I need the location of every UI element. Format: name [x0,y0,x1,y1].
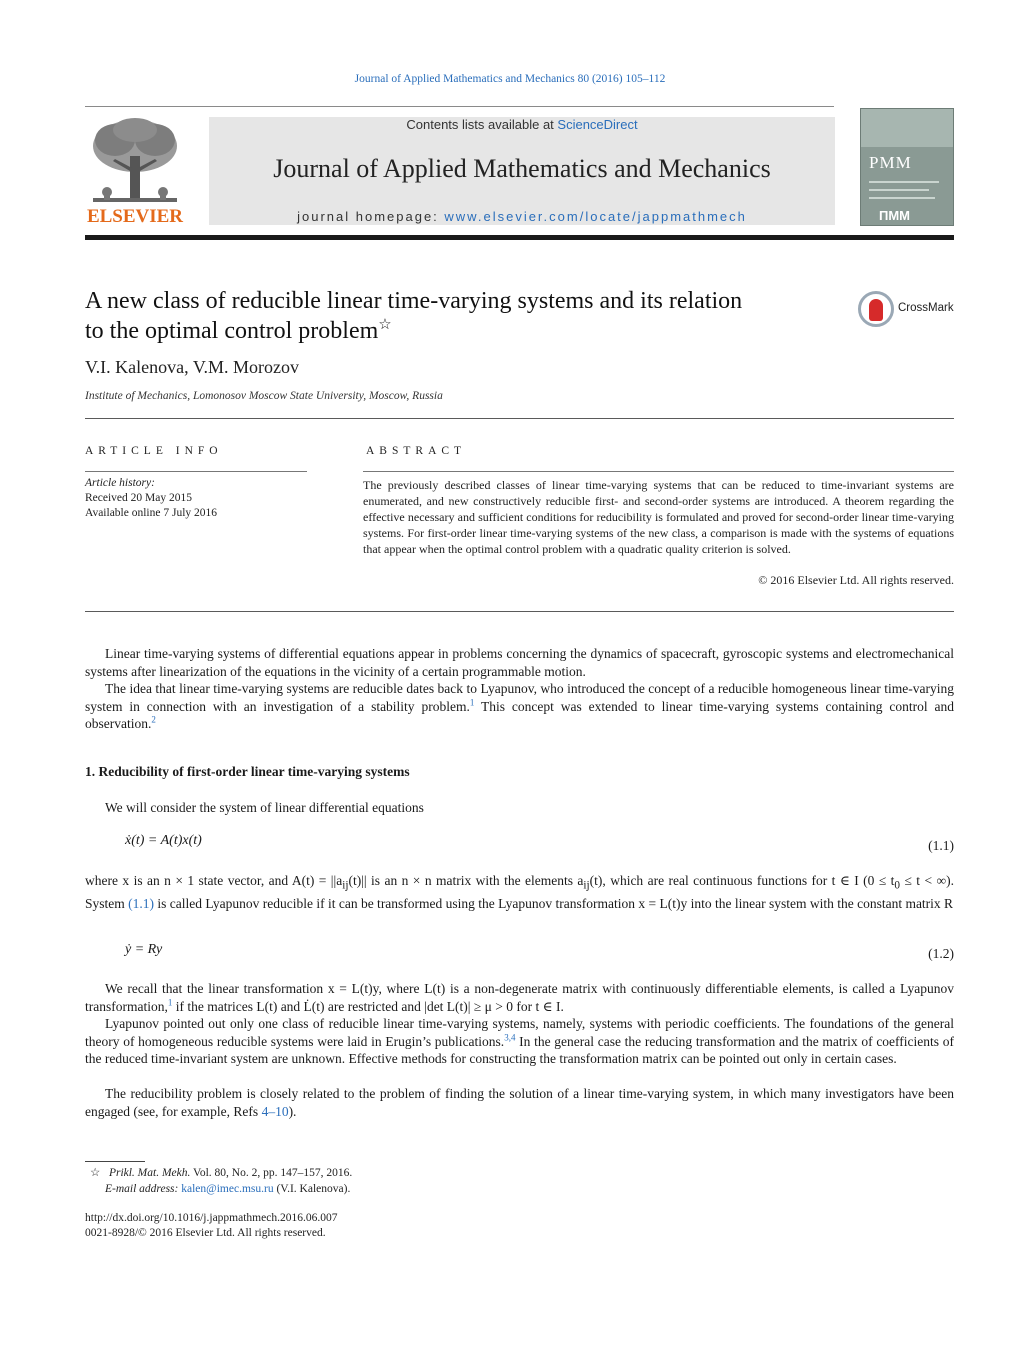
email-owner: (V.I. Kalenova). [273,1183,351,1195]
footnote-source-rest: Vol. 80, No. 2, pp. 147–157, 2016. [190,1167,353,1179]
abstract-text: The previously described classes of linear time-varying systems that can be reduced to time-invariant systems are enumerated, and new constructively reducible first- and second-order systems are introduced. A theorem regarding the effective necessary and sufficient conditions for reducibility is formulated and proved for second-order linear time-varying systems. For first-order linear time-varying systems of the new class, a comparison is made with the systems of equations that appear when the optimal control problem with a quadratic quality criterion is solved. [363,478,954,556]
footnote-source-italic: Prikl. Mat. Mekh. [108,1167,191,1179]
p5-text-b: ). [288,1103,297,1119]
p5-text-a: The reducibility problem is closely related to the problem of finding the solution of a linear time-varying system, in which many investigators have been engaged (see, for example, Refs [85,1086,954,1119]
abstract-end-rule [85,611,954,612]
intro-paragraph-2 [85,680,954,733]
equation-1-2: ẏ = Ry [125,942,163,957]
p4-text-a: Lyapunov pointed out only one class of reducible linear time-varying systems, namely, systems with periodic coefficients. The foundations of the general theory of homogeneous reducible systems were laid in Erugin’s publications. [85,1016,954,1049]
email-link[interactable]: kalen@imec.msu.ru [181,1183,274,1195]
abstract-copyright: © 2016 Elsevier Ltd. All rights reserved. [758,573,954,587]
section-1-paragraph-4 [85,1015,954,1068]
abstract-heading: ABSTRACT [366,445,467,457]
affiliation: Institute of Mechanics, Lomonosov Moscow State University, Moscow, Russia [85,390,443,402]
p2-text-a: where x is an n × 1 state vector, and A(t) = ||a [85,873,343,888]
sciencedirect-link[interactable]: ScienceDirect [557,117,638,132]
p3-text-a: We recall that the linear transformation x = L(t)y, where L(t) is a non-degenerate matrix with continuously differentiable elements, is called a Lyapunov transformation, [85,981,954,1014]
journal-header-box [209,117,835,225]
section-1-paragraph-1: We will consider the system of linear differential equations [105,800,424,815]
equation-ref-link[interactable]: (1.1) [128,896,155,912]
contents-prefix: Contents lists available at [406,117,558,132]
equation-1-1: ẋ(t) = A(t)x(t) [125,833,202,848]
crossmark-label: CrossMark [898,302,954,314]
email-label: E-mail address: [105,1183,182,1195]
title-line-2-text: to the optimal control problem [85,318,379,344]
online-date: Available online 7 July 2016 [85,507,218,519]
cover-line [869,189,929,191]
footnote-mark: ☆ [90,1167,101,1179]
contents-line [209,117,835,132]
p2-sub-a: ij [342,879,349,892]
homepage-link[interactable]: www.elsevier.com/locate/jappmathmech [444,209,747,224]
section-1-paragraph-3 [85,980,954,1015]
article-history [85,476,307,521]
abstract-rule [363,471,954,472]
equation-1-2-number: (1.2) [928,946,954,961]
crossmark-icon [858,291,894,327]
doi-link[interactable]: http://dx.doi.org/10.1016/j.jappmathmech.2016.06.007 [85,1212,338,1224]
section-1-paragraph-5 [85,1085,954,1120]
p2-text-d: ≤ t < ∞). System [85,873,954,912]
title-rule [85,418,954,419]
cover-title: PMM [869,153,912,172]
history-label: Article history: [85,477,155,489]
ref-range-link[interactable]: 4–10 [261,1103,289,1119]
title-line-2 [85,316,845,346]
tree-icon [85,116,185,208]
footnote-email [105,1182,905,1197]
p2-text-c: (t), which are real continuous functions for t ∈ I (0 ≤ t [589,873,895,888]
header-rule [85,106,834,107]
footnote-source [90,1166,890,1181]
intro-paragraph-1: Linear time-varying systems of differential equations appear in problems concerning the dynamics of spacecraft, gyroscopic systems and electromechanical systems after linearization of the equations in the vicinity of a certain programmable motion. [85,646,954,679]
crossmark-badge[interactable] [858,291,958,331]
elsevier-wordmark: ELSEVIER [86,206,184,227]
ref-link[interactable]: 1 [167,997,173,1007]
section-1-paragraph-2 [85,872,954,913]
cover-line [869,181,939,183]
p3-text-b: if the matrices L(t) and L̇(t) are restricted and |det L(t)| ≥ μ > 0 for t ∈ I. [172,998,564,1014]
authors: V.I. Kalenova, V.M. Morozov [85,357,299,377]
info-rule [85,471,307,472]
homepage-line [209,209,835,224]
equation-1-1-number: (1.1) [928,838,954,853]
title-line-1: A new class of reducible linear time-varying systems and its relation [85,288,743,314]
ref-link[interactable]: 3,4 [504,1032,516,1042]
elsevier-logo[interactable] [85,116,185,228]
cover-bottom-title: ПММ [879,208,911,223]
received-date: Received 20 May 2015 [85,492,192,504]
footnote-rule [85,1161,145,1162]
p2-text-e: is called Lyapunov reducible if it can be transformed using the Lyapunov transformation x = L(t)y into the linear system with the constant matrix R [154,896,954,912]
journal-cover[interactable] [860,108,954,226]
section-1-heading: 1. Reducibility of first-order linear time-varying systems [85,764,410,779]
title-footnote-mark[interactable]: ☆ [378,317,392,333]
homepage-prefix: journal homepage: [297,209,445,224]
article-title [85,286,845,346]
p2-text-b: (t)|| is an n × n matrix with the elements a [348,873,584,888]
p2-sub-b: ij [583,879,590,892]
journal-name: Journal of Applied Mathematics and Mechanics [273,154,771,183]
p2-sub-c: 0 [894,879,901,892]
journal-citation[interactable]: Journal of Applied Mathematics and Mechanics 80 (2016) 105–112 [354,73,666,85]
article-info-heading: ARTICLE INFO [85,445,223,457]
cover-band [861,109,953,147]
cover-line [869,197,935,199]
header-heavy-rule [85,235,954,240]
ref-link[interactable]: 1 [469,697,475,707]
ref-link[interactable]: 2 [151,714,156,725]
intro-p2-text2: This concept was extended to linear time-varying systems containing control and observation. [85,698,954,731]
p4-text-b: In the general case the reducing transformation and the matrix of coefficients of the reduced time-invariant system are unknown. Effective methods for constructing the transformation matrix can be pointed out only in certain cases. [85,1033,954,1066]
intro-p2-text: The idea that linear time-varying systems are reducible dates back to Lyapunov, who introduced the concept of a reducible homogeneous linear time-varying system in connection with an investigation of a stability problem. [85,681,954,714]
issn-line: 0021-8928/© 2016 Elsevier Ltd. All rights reserved. [85,1227,326,1239]
